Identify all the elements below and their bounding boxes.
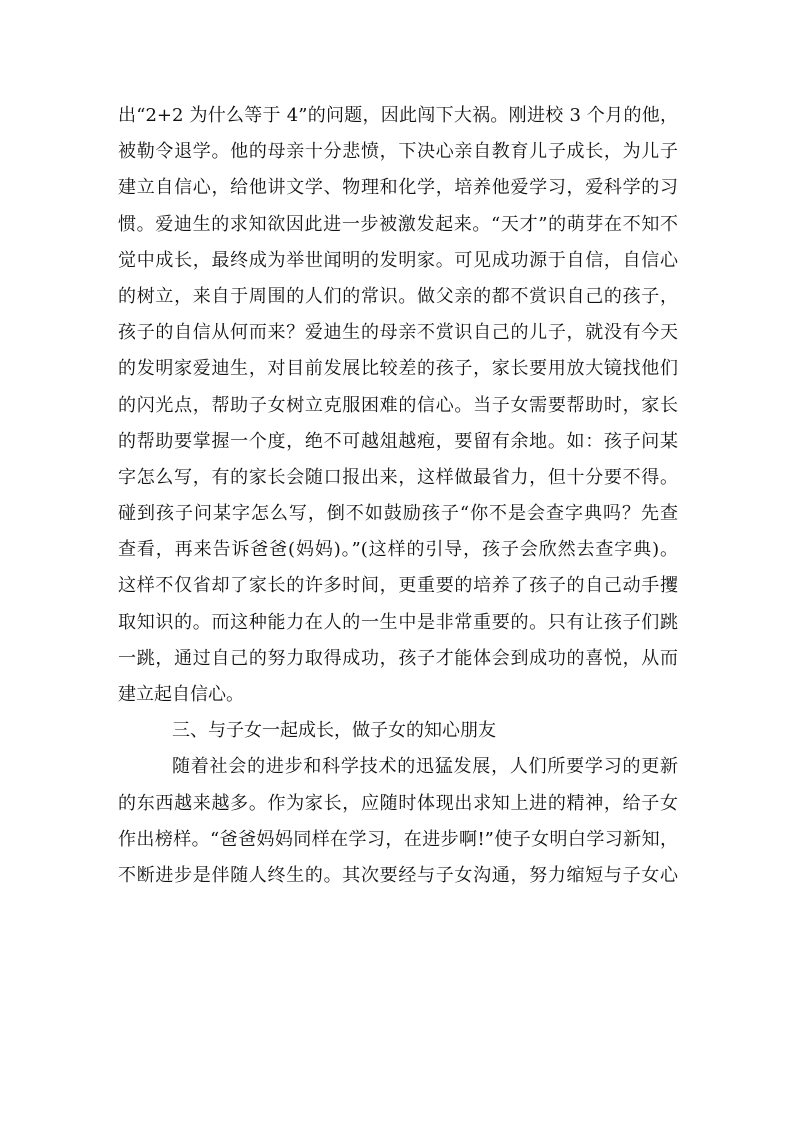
text-line: 碰到孩子问某字怎么写，倒不如鼓励孩子“你不是会查字典吗？先查: [118, 503, 678, 525]
text-line: 惯。爱迪生的求知欲因此进一步被激发起来。“天才”的萌芽在不知不: [118, 213, 678, 235]
text-line: 的闪光点，帮助子女树立克服困难的信心。当子女需要帮助时，家长: [118, 394, 678, 416]
text-line: 建立自信心，给他讲文学、物理和化学，培养他爱学习，爱科学的习: [118, 177, 678, 199]
paragraph-first-line: 随着社会的进步和科学技术的迅猛发展，人们所要学习的更新: [172, 756, 678, 778]
text-line: 的帮助要掌握一个度，绝不可越俎越疱，要留有余地。如：孩子问某: [118, 430, 678, 452]
text-line: 字怎么写，有的家长会随口报出来，这样做最省力，但十分要不得。: [118, 466, 678, 488]
text-line: 的发明家爱迪生，对目前发展比较差的孩子，家长要用放大镜找他们: [118, 358, 678, 380]
text-line: 取知识的。而这种能力在人的一生中是非常重要的。只有让孩子们跳: [118, 611, 678, 633]
paragraph-end-line: 建立起自信心。: [118, 684, 244, 705]
section-heading: 三、与子女一起成长，做子女的知心朋友: [172, 720, 496, 742]
text-line: 查看，再来告诉爸爸(妈妈)。”(这样的引导，孩子会欣然去查字典)。: [118, 539, 678, 561]
text-line: 出“2+2 为什么等于 4”的问题，因此闯下大祸。刚进校 3 个月的他，: [118, 105, 678, 126]
text-line: 被勒令退学。他的母亲十分悲愤，下决心亲自教育儿子成长，为儿子: [118, 141, 678, 163]
text-line: 的东西越来越多。作为家长，应随时体现出求知上进的精神，给子女: [118, 792, 678, 814]
text-line: 不断进步是伴随人终生的。其次要经与子女沟通，努力缩短与子女心: [118, 864, 678, 886]
text-line: 孩子的自信从何而来？爱迪生的母亲不赏识自己的儿子，就没有今天: [118, 322, 678, 344]
text-line: 觉中成长，最终成为举世闻明的发明家。可见成功源于自信，自信心: [118, 249, 678, 271]
text-line: 一跳，通过自己的努力取得成功，孩子才能体会到成功的喜悦，从而: [118, 647, 678, 669]
body-text: [118, 98, 678, 894]
text-line: 作出榜样。“爸爸妈妈同样在学习，在进步啊!”使子女明白学习新知，: [118, 828, 678, 850]
text-line: 的树立，来自于周围的人们的常识。做父亲的都不赏识自己的孩子，: [118, 285, 678, 307]
text-line: 这样不仅省却了家长的许多时间，更重要的培养了孩子的自己动手攫: [118, 575, 678, 597]
